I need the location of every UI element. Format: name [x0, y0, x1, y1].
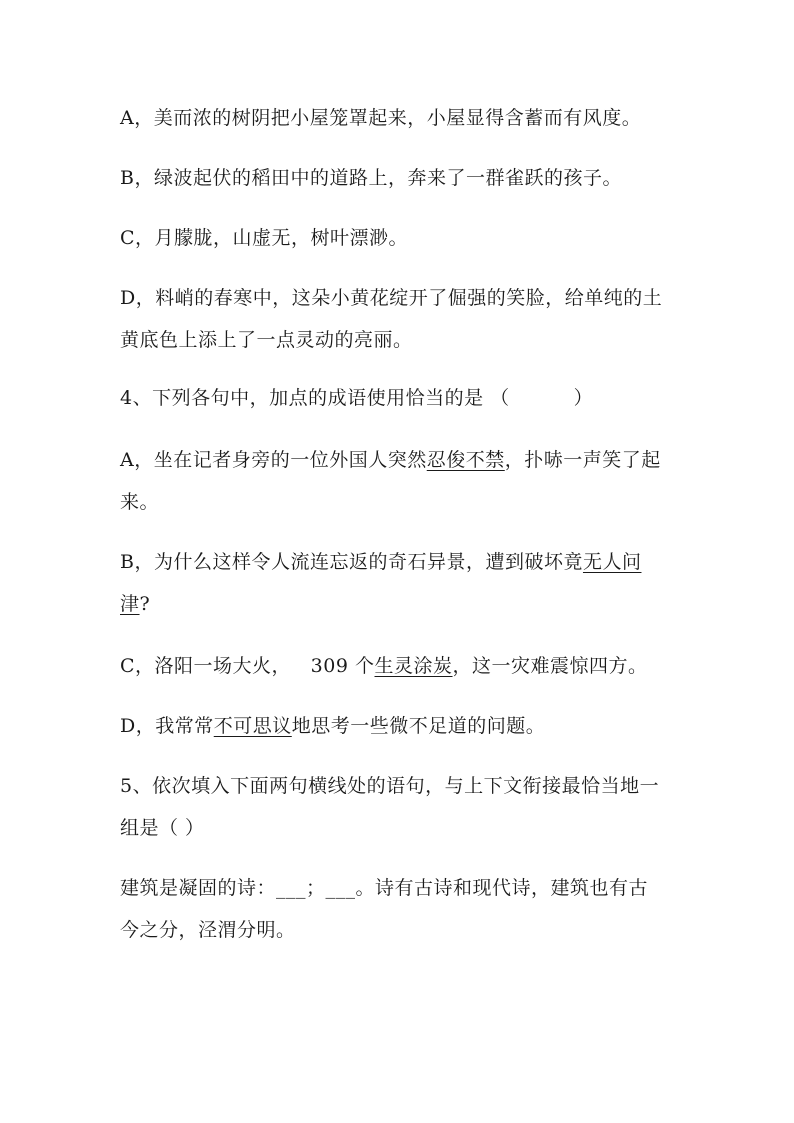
question-4-stem-close: ）: [573, 387, 594, 409]
question-4-stem-text: 4、下列各句中，加点的成语使用恰当的是 （: [120, 387, 510, 409]
option-4c-text-post: ，这一灾难震惊四方。: [452, 655, 648, 677]
question-5-stem-line2: 组是（ ）: [120, 817, 205, 839]
separator: ；: [306, 877, 326, 899]
question-5-body-text-post: 。诗有古诗和现代诗，建筑也有古: [355, 877, 649, 899]
option-3b: B，绿波起伏的稻田中的道路上，奔来了一群雀跃的孩子。: [120, 167, 622, 189]
question-5-body-line1: [120, 876, 648, 900]
option-4d-text: D，我常常: [120, 715, 214, 737]
option-4b-text: B，为什么这样令人流连忘返的奇石异景，遭到破坏竟: [120, 551, 583, 573]
question-5-stem-line1: 5、依次填入下面两句横线处的语句，与上下文衔接最恰当地一: [120, 775, 660, 797]
option-4b-line2: [120, 592, 150, 616]
option-4b-line1: [120, 550, 641, 574]
option-4a-text: A，坐在记者身旁的一位外国人突然: [120, 449, 427, 471]
idiom-underlined: 不可思议: [213, 715, 292, 737]
option-4c: [120, 654, 648, 678]
option-3d-line2: 黄底色上添上了一点灵动的亮丽。: [120, 329, 413, 351]
option-3c: C，月朦胧，山虚无，树叶漂渺。: [120, 227, 409, 249]
option-4b-text-post: ?: [139, 593, 151, 615]
option-4c-text: C，洛阳一场大火，: [120, 655, 292, 677]
fill-blank-1: ___: [276, 877, 307, 899]
option-3d-line1: D，料峭的春寒中，这朵小黄花绽开了倔强的笑脸，给单纯的土: [120, 287, 663, 309]
fill-blank-2: ___: [325, 877, 356, 899]
option-4a-line1: [120, 448, 661, 472]
idiom-underlined-cont: 津: [120, 593, 140, 615]
option-4c-number: 309: [310, 655, 349, 677]
option-4d: [120, 714, 545, 738]
question-4-stem: [120, 386, 593, 410]
option-4a-text-post: ，扑哧一声笑了起: [504, 449, 661, 471]
idiom-underlined: 忍俊不禁: [426, 449, 505, 471]
idiom-underlined: 生灵涂炭: [374, 655, 453, 677]
idiom-underlined: 无人问: [582, 551, 642, 573]
option-4c-measure: 个: [354, 655, 375, 677]
option-4a-line2: 来。: [120, 491, 160, 513]
option-4d-text-post: 地思考一些微不足道的问题。: [291, 715, 546, 737]
question-5-body-line2: 今之分，泾渭分明。: [120, 919, 296, 941]
option-3a: A，美而浓的树阴把小屋笼罩起来，小屋显得含蓄而有风度。: [120, 107, 642, 129]
question-5-body-text: 建筑是凝固的诗：: [120, 877, 277, 899]
